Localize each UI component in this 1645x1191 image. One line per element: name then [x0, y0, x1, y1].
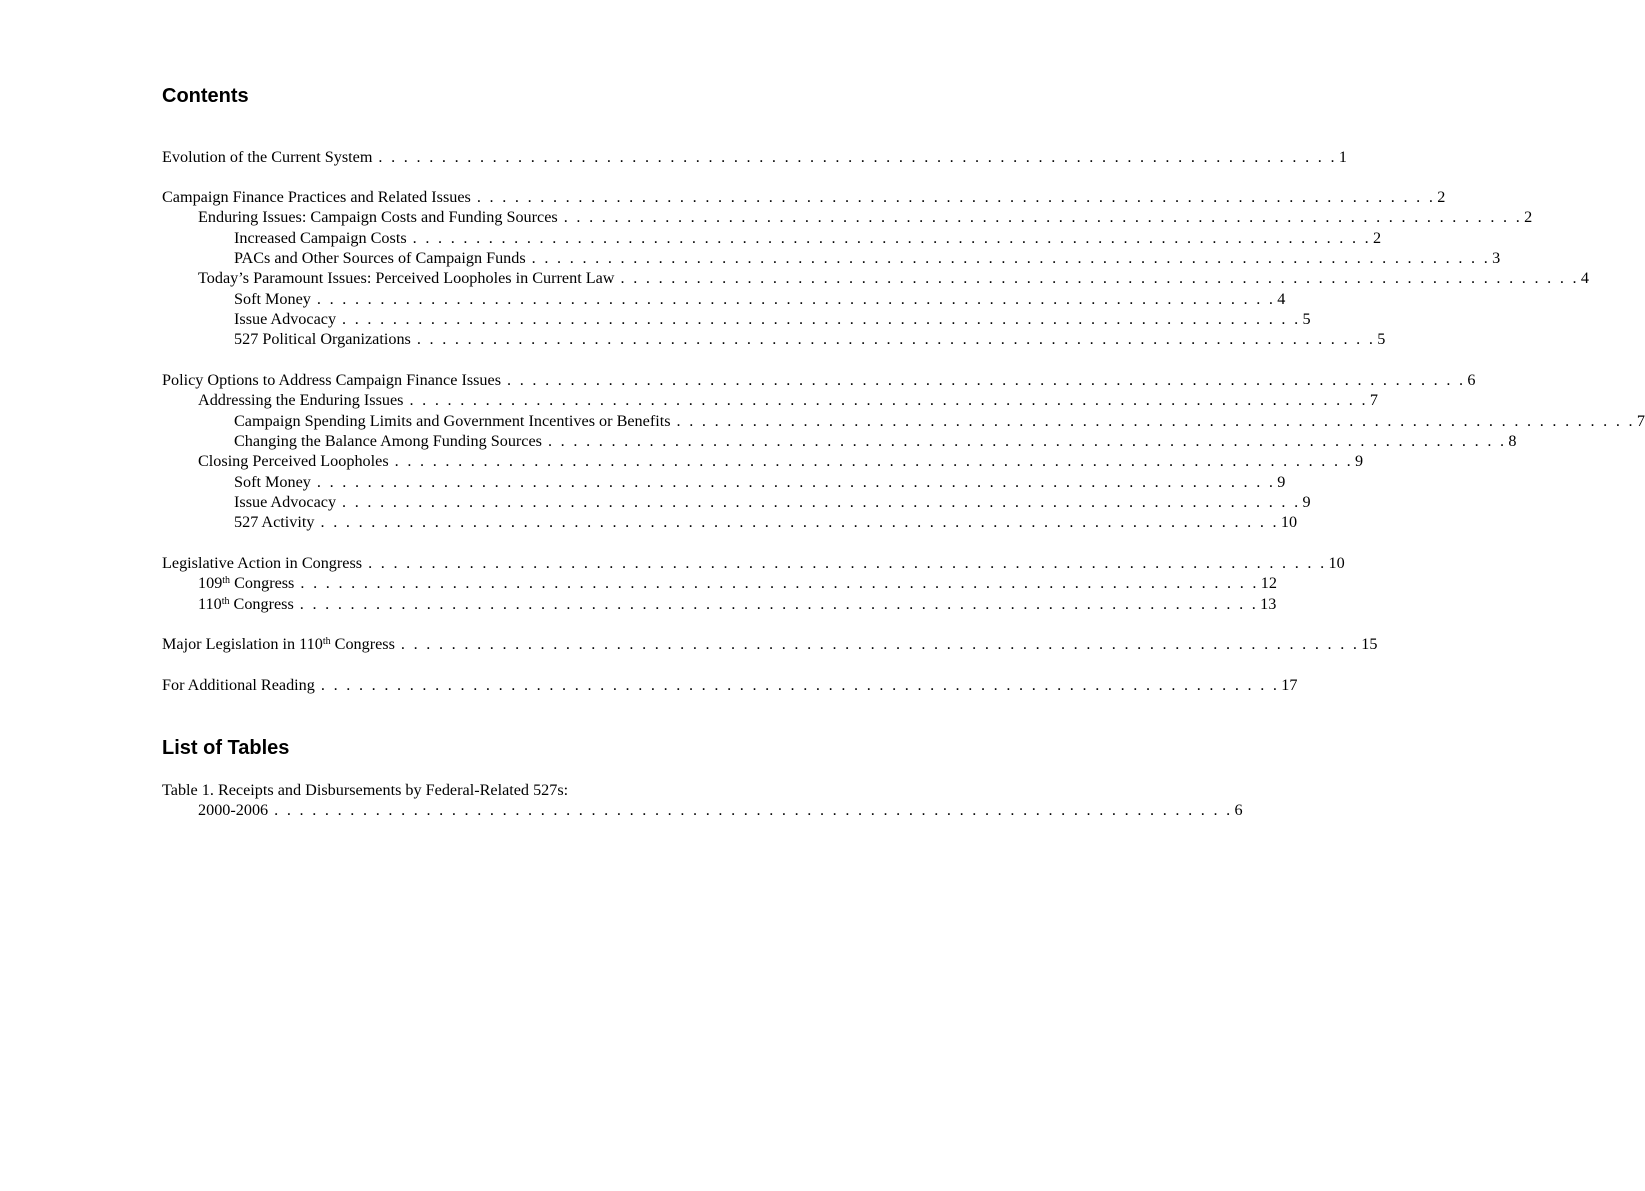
dot-leader: . . . . . . . . . . . . . . . . . . . . . . . . . . . . . . . . . . . . . . . . . . . . . . . . . . . . . . . . . . . . . . . . . . . . . . . . . . . . — [676, 411, 1635, 430]
entry-title-prefix: Major Legislation in 110 — [162, 635, 323, 653]
toc-entry-title: Changing the Balance Among Funding Sources — [234, 431, 548, 451]
contents-heading: Contents — [162, 85, 249, 107]
toc-page-number: 5 — [1302, 309, 1311, 328]
toc-page-number: 1 — [1338, 148, 1347, 166]
dot-leader: . . . . . . . . . . . . . . . . . . . . . . . . . . . . . . . . . . . . . . . . . . . . . . . . . . . . . . . . . . . . . . . . . . . . . . . . . . . . — [476, 188, 1436, 206]
congress-label: Congress — [229, 594, 294, 613]
toc-entry[interactable] — [162, 594, 1277, 614]
toc-page-number: 17 — [1281, 676, 1298, 694]
dot-leader: . . . . . . . . . . . . . . . . . . . . . . . . . . . . . . . . . . . . . . . . . . . . . . . . . . . . . . . . . . . . . . . . . . . . . . . . . . . . — [320, 676, 1280, 694]
ordinal-suffix: th — [222, 575, 231, 587]
congress-label: Congress — [230, 574, 295, 593]
toc-entry[interactable] — [162, 248, 1501, 268]
congress-number: 109 — [198, 574, 223, 593]
toc-entry-title: Addressing the Enduring Issues — [198, 390, 409, 410]
toc-entry-title: Issue Advocacy — [234, 309, 342, 329]
dot-leader: . . . . . . . . . . . . . . . . . . . . . . . . . . . . . . . . . . . . . . . . . . . . . . . . . . . . . . . . . . . . . . . . . . . . . . . . . . . . — [342, 492, 1301, 511]
dot-leader: . . . . . . . . . . . . . . . . . . . . . . . . . . . . . . . . . . . . . . . . . . . . . . . . . . . . . . . . . . . . . . . . . . . . . . . . . . . . — [507, 371, 1466, 389]
toc-entry-title: Evolution of the Current System — [162, 147, 378, 167]
toc-page-number: 4 — [1277, 289, 1286, 308]
toc-page-number: 7 — [1369, 391, 1378, 410]
toc-page-number: 9 — [1302, 492, 1311, 511]
toc-entry-title: Campaign Finance Practices and Related Issues — [162, 187, 477, 207]
toc-entry[interactable] — [162, 329, 1386, 349]
toc-entry[interactable] — [162, 512, 1298, 532]
toc-page-number: 5 — [1377, 330, 1386, 349]
toc-page-number: 8 — [1508, 431, 1517, 450]
toc-entry-title: For Additional Reading — [162, 675, 321, 695]
dot-leader: . . . . . . . . . . . . . . . . . . . . . . . . . . . . . . . . . . . . . . . . . . . . . . . . . . . . . . . . . . . . . . . . . . . . . . . . . . . . — [620, 269, 1579, 288]
dot-leader: . . . . . . . . . . . . . . . . . . . . . . . . . . . . . . . . . . . . . . . . . . . . . . . . . . . . . . . . . . . . . . . . . . . . . . . . . . . . — [316, 289, 1276, 308]
dot-leader: . . . . . . . . . . . . . . . . . . . . . . . . . . . . . . . . . . . . . . . . . . . . . . . . . . . . . . . . . . . . . . . . . . . . . . . . . . . . — [416, 330, 1376, 349]
dot-leader: . . . . . . . . . . . . . . . . . . . . . . . . . . . . . . . . . . . . . . . . . . . . . . . . . . . . . . . . . . . . . . . . . . . . . . . . . . . . — [400, 635, 1360, 653]
toc-entry[interactable] — [162, 573, 1277, 593]
toc-entry[interactable] — [162, 207, 1533, 227]
table-entry[interactable] — [162, 800, 1243, 820]
toc-entry[interactable] — [162, 147, 1347, 167]
dot-leader: . . . . . . . . . . . . . . . . . . . . . . . . . . . . . . . . . . . . . . . . . . . . . . . . . . . . . . . . . . . . . . . . . . . . . . . . . . . . — [274, 801, 1233, 820]
toc-page-number: 12 — [1260, 574, 1277, 593]
toc-entry[interactable] — [162, 553, 1345, 573]
toc-entry[interactable] — [162, 472, 1286, 492]
dot-leader: . . . . . . . . . . . . . . . . . . . . . . . . . . . . . . . . . . . . . . . . . . . . . . . . . . . . . . . . . . . . . . . . . . . . . . . . . . . . — [320, 513, 1279, 532]
toc-entry-title: Closing Perceived Loopholes — [198, 451, 395, 471]
congress-number: 110 — [198, 594, 222, 613]
dot-leader: . . . . . . . . . . . . . . . . . . . . . . . . . . . . . . . . . . . . . . . . . . . . . . . . . . . . . . . . . . . . . . . . . . . . . . . . . . . . — [547, 431, 1507, 450]
ordinal-suffix: th — [221, 595, 230, 607]
toc-entry[interactable] — [162, 370, 1476, 390]
toc-page-number: 15 — [1361, 635, 1378, 653]
toc-page-number: 13 — [1260, 594, 1277, 613]
toc-entry[interactable] — [162, 289, 1286, 309]
toc-entry[interactable] — [162, 390, 1378, 410]
dot-leader: . . . . . . . . . . . . . . . . . . . . . . . . . . . . . . . . . . . . . . . . . . . . . . . . . . . . . . . . . . . . . . . . . . . . . . . . . . . . — [342, 309, 1301, 328]
toc-entry-title: Increased Campaign Costs — [234, 228, 413, 248]
toc-page-number: 9 — [1277, 472, 1286, 491]
dot-leader: . . . . . . . . . . . . . . . . . . . . . . . . . . . . . . . . . . . . . . . . . . . . . . . . . . . . . . . . . . . . . . . . . . . . . . . . . . . . — [300, 574, 1259, 593]
toc-page-number: 2 — [1373, 228, 1382, 247]
toc-entry-title: Issue Advocacy — [234, 492, 342, 512]
toc-entry-title: Legislative Action in Congress — [162, 553, 368, 573]
toc-page-number: 3 — [1492, 248, 1501, 267]
toc-entry[interactable] — [162, 431, 1517, 451]
toc-page-number: 6 — [1234, 801, 1243, 820]
dot-leader: . . . . . . . . . . . . . . . . . . . . . . . . . . . . . . . . . . . . . . . . . . . . . . . . . . . . . . . . . . . . . . . . . . . . . . . . . . . . — [394, 452, 1354, 471]
table-entry-title[interactable]: Table 1. Receipts and Disbursements by Federal-Related 527s: — [162, 781, 569, 799]
toc-entry-title: 527 Activity — [234, 512, 321, 532]
toc-entry[interactable] — [162, 187, 1446, 207]
dot-leader: . . . . . . . . . . . . . . . . . . . . . . . . . . . . . . . . . . . . . . . . . . . . . . . . . . . . . . . . . . . . . . . . . . . . . . . . . . . . — [409, 391, 1368, 410]
dot-leader: . . . . . . . . . . . . . . . . . . . . . . . . . . . . . . . . . . . . . . . . . . . . . . . . . . . . . . . . . . . . . . . . . . . . . . . . . . . . — [563, 208, 1523, 227]
toc-page-number: 4 — [1580, 269, 1589, 288]
toc-entry[interactable] — [162, 675, 1298, 695]
table-entry-years: 2000-2006 — [198, 800, 274, 820]
toc-page-number: 6 — [1467, 371, 1476, 389]
ordinal-suffix: th — [322, 636, 331, 647]
dot-leader: . . . . . . . . . . . . . . . . . . . . . . . . . . . . . . . . . . . . . . . . . . . . . . . . . . . . . . . . . . . . . . . . . . . . . . . . . . . . — [316, 472, 1276, 491]
toc-page-number: 7 — [1636, 411, 1645, 430]
toc-entry[interactable] — [162, 451, 1364, 471]
toc-page-number: 10 — [1328, 554, 1345, 572]
toc-entry-title: 527 Political Organizations — [234, 329, 417, 349]
toc-entry[interactable] — [162, 634, 1378, 654]
toc-entry[interactable] — [162, 411, 1645, 431]
toc-entry-title: Enduring Issues: Campaign Costs and Funding Sources — [198, 207, 564, 227]
dot-leader: . . . . . . . . . . . . . . . . . . . . . . . . . . . . . . . . . . . . . . . . . . . . . . . . . . . . . . . . . . . . . . . . . . . . . . . . . . . . — [299, 594, 1259, 613]
toc-entry[interactable] — [162, 228, 1382, 248]
toc-entry[interactable] — [162, 492, 1311, 512]
toc-entry[interactable] — [162, 268, 1589, 288]
toc-entry-title: Soft Money — [234, 472, 317, 492]
toc-page-number: 10 — [1280, 513, 1298, 532]
dot-leader: . . . . . . . . . . . . . . . . . . . . . . . . . . . . . . . . . . . . . . . . . . . . . . . . . . . . . . . . . . . . . . . . . . . . . . . . . . . . — [412, 228, 1372, 247]
toc-entry-title: Soft Money — [234, 289, 317, 309]
toc-entry-title: PACs and Other Sources of Campaign Funds — [234, 248, 532, 268]
toc-entry-title: Policy Options to Address Campaign Finance Issues — [162, 370, 507, 390]
toc-entry-title: Campaign Spending Limits and Government Incentives or Benefits — [234, 411, 677, 431]
dot-leader: . . . . . . . . . . . . . . . . . . . . . . . . . . . . . . . . . . . . . . . . . . . . . . . . . . . . . . . . . . . . . . . . . . . . . . . . . . . . — [368, 554, 1327, 572]
dot-leader: . . . . . . . . . . . . . . . . . . . . . . . . . . . . . . . . . . . . . . . . . . . . . . . . . . . . . . . . . . . . . . . . . . . . . . . . . . . . — [378, 148, 1337, 166]
toc-page-number: 2 — [1437, 188, 1446, 206]
dot-leader: . . . . . . . . . . . . . . . . . . . . . . . . . . . . . . . . . . . . . . . . . . . . . . . . . . . . . . . . . . . . . . . . . . . . . . . . . . . . — [531, 248, 1491, 267]
toc-entry-title — [162, 634, 401, 654]
toc-entry-title — [198, 573, 300, 593]
toc-entry-title — [198, 594, 300, 614]
congress-label: Congress — [330, 635, 395, 653]
toc-page-number: 2 — [1524, 208, 1533, 227]
toc-page-number: 9 — [1355, 452, 1364, 471]
toc-entry[interactable] — [162, 309, 1311, 329]
toc-entry-title: Today’s Paramount Issues: Perceived Loopholes in Current Law — [198, 268, 621, 288]
list-of-tables-heading: List of Tables — [162, 737, 290, 759]
